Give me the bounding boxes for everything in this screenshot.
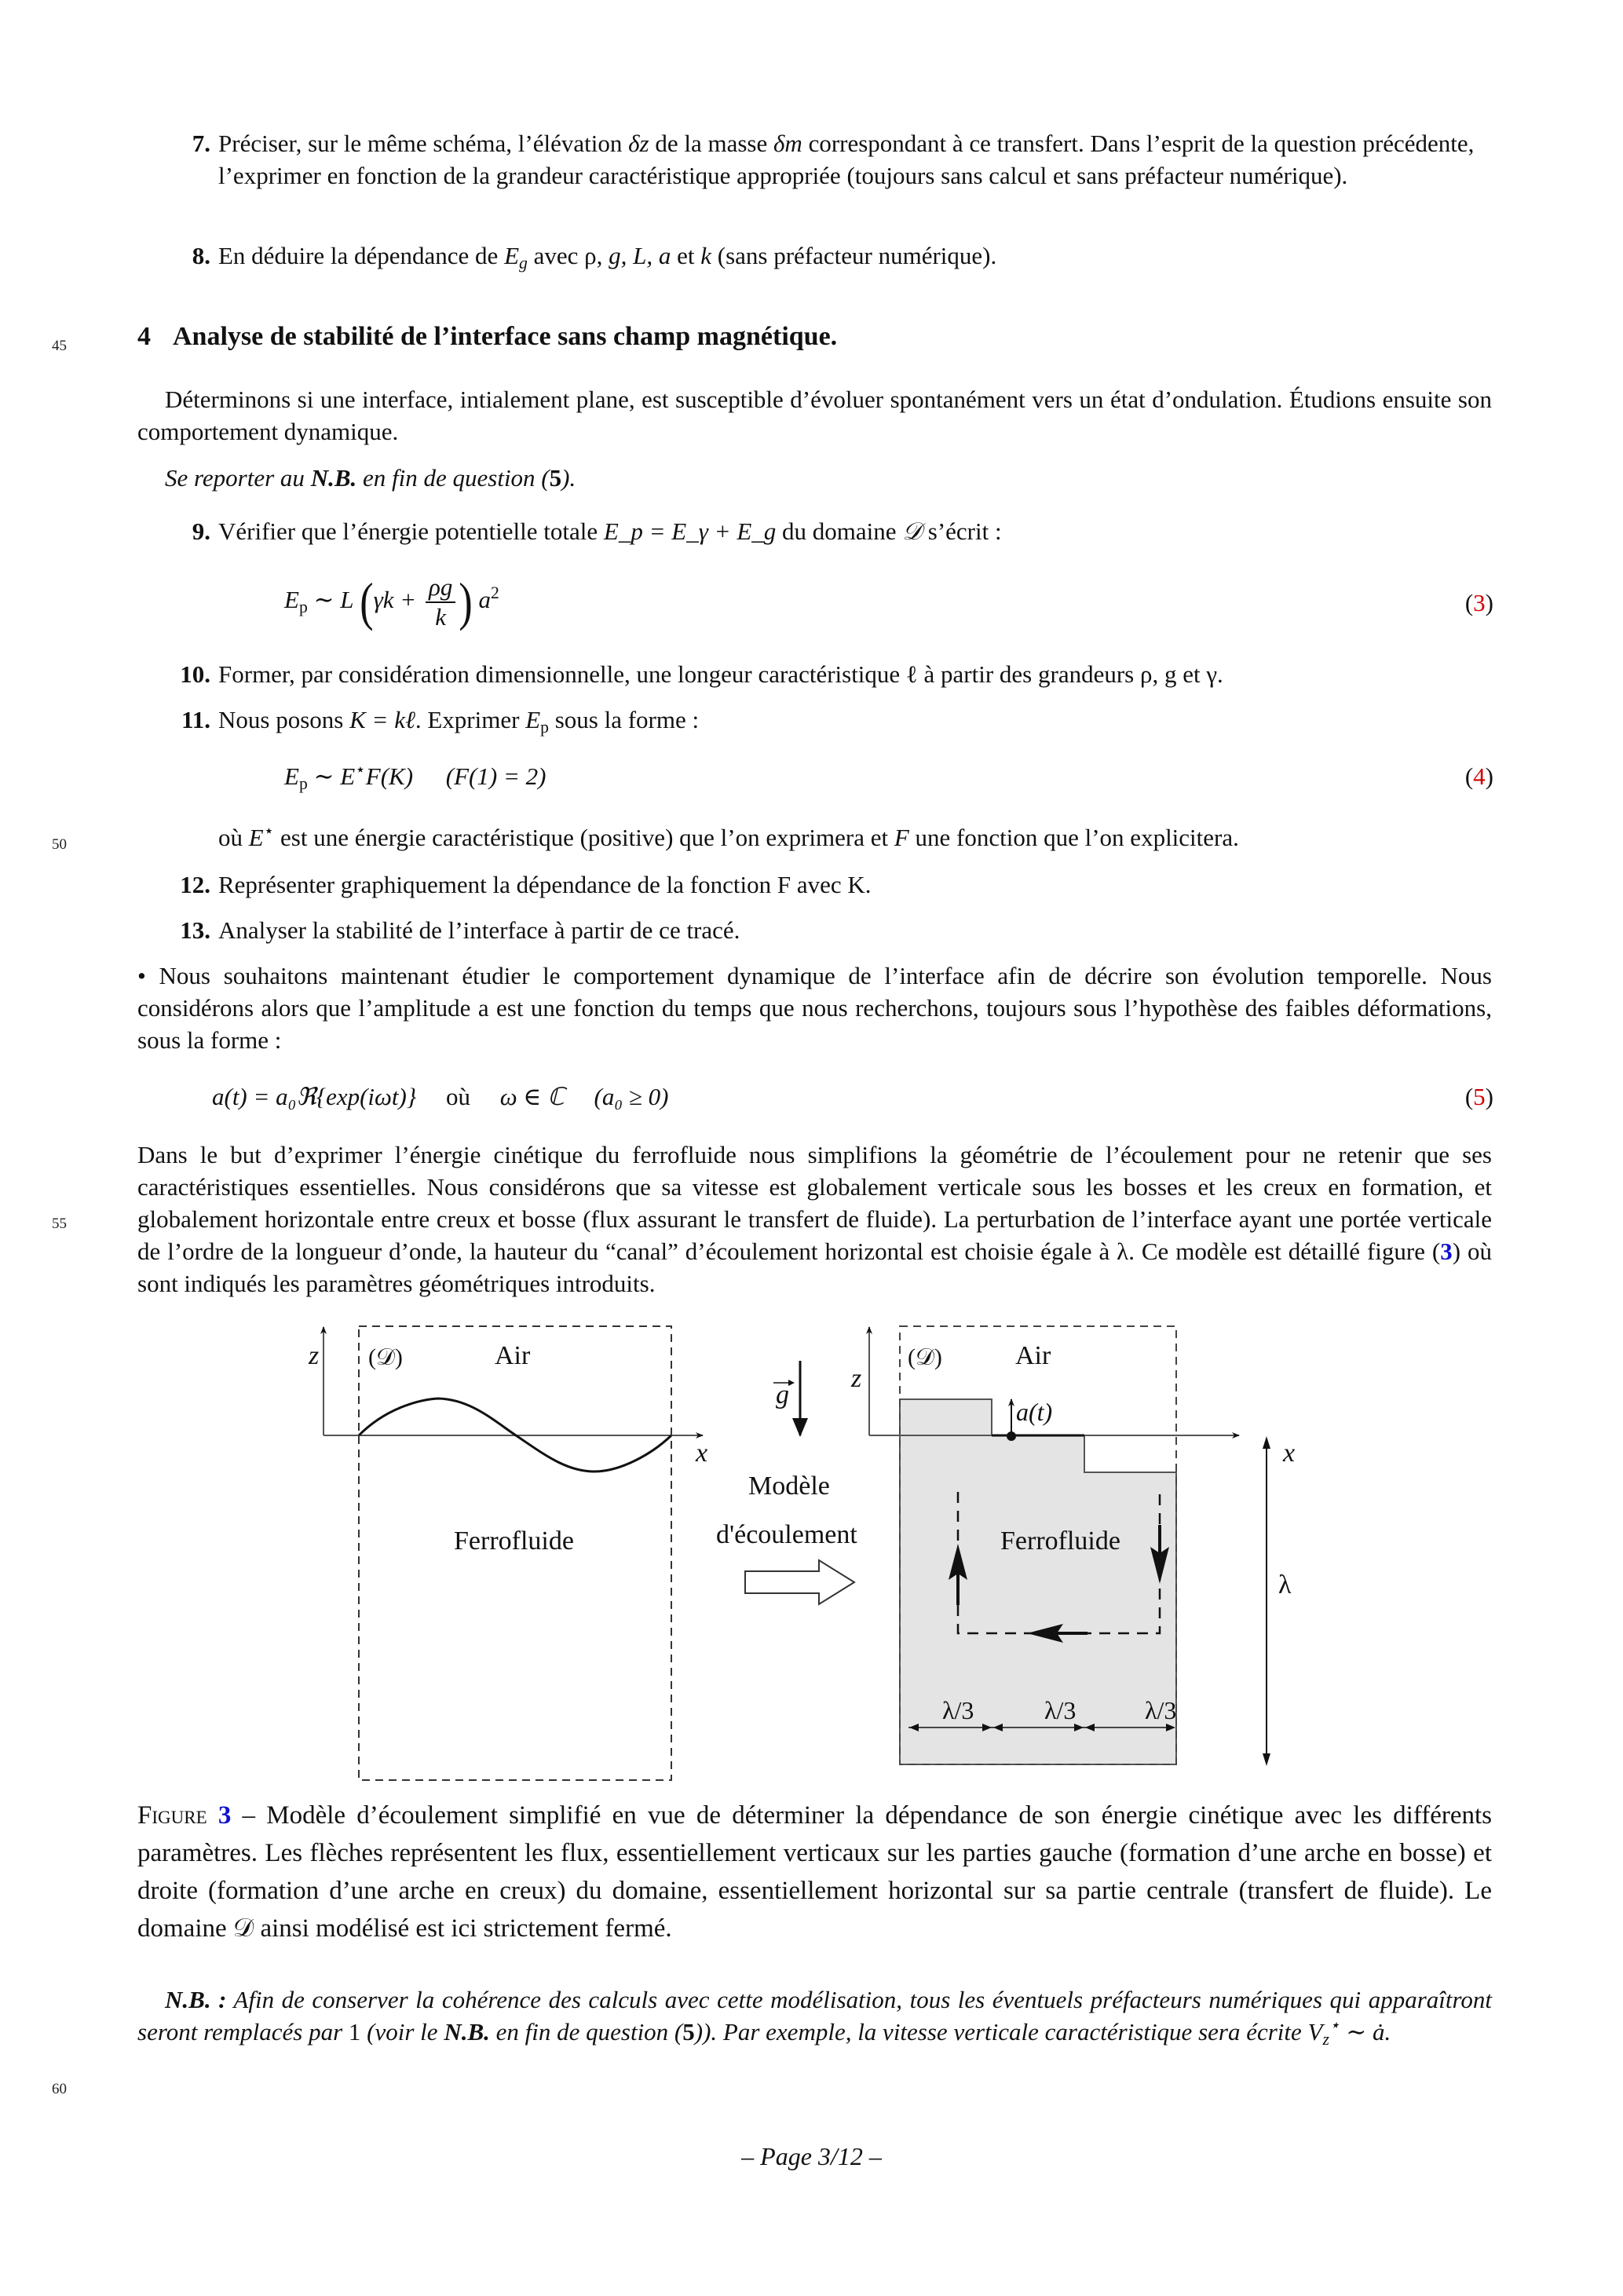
question-7: 7. Préciser, sur le même schéma, l’élévation δz de la masse δm correspondant à ce transfert. Dans l’esprit de la question précédente, l’exprimer en fonction de la grandeur caractéristique appropriée (toujours sans calcul et sans préfacteur numérique). (171, 127, 1537, 192)
right-fluid-label: Ferrofluide (1000, 1526, 1120, 1556)
question-9: 9. Vérifier que l’énergie potentielle totale E_p = E_γ + E_g du domaine 𝒟 s’écrit : (171, 515, 1490, 547)
model-label-line2: d'écoulement (716, 1520, 857, 1549)
equation-label-5: (5) (1464, 1083, 1493, 1110)
figure-caption: Figure 3 – Modèle d’écoulement simplifié en vue de déterminer la dépendance de son énergie cinétique avec les différents paramètres. Les flèches représentent les flux, essentiellement verticaux sur les parties gauche (formation d’une arche en bosse) et droite (formation d’une arche en creux) du domaine, essentiellement horizontal sur sa partie centrale (transfert de fluide). Le domaine 𝒟 ainsi modélisé est ici strictement fermé. (137, 1801, 1492, 1943)
left-fluid-label: Ferrofluide (454, 1526, 574, 1556)
left-air-label: Air (495, 1341, 531, 1370)
gravity-label: g (776, 1380, 789, 1409)
left-domain-label: (𝒟) (368, 1344, 403, 1370)
question-number: 7. (192, 130, 210, 157)
fraction: $\frac{\rho g}{k}$ (426, 573, 455, 631)
equation-3: $E_p$ ∼ L (γk + $\frac{\rho g}{k}$ ) $a^2$ (284, 572, 499, 632)
equation-5: a(t) = a₀ℜ{exp(iωt)} où ω ∈ ℂ (a₀ ≥ 0) (212, 1083, 669, 1110)
question-number: 13. (180, 916, 210, 944)
right-domain-label: (𝒟) (908, 1344, 942, 1370)
intro-paragraph: Déterminons si une interface, intialement plane, est susceptible d’évoluer spontanément vers un état d’ondulation. Étudions ensuite son comportement dynamique. (137, 386, 1492, 445)
page-footer: – Page 3/12 – (741, 2142, 882, 2170)
equation-4-explanation: où E⋆ est une énergie caractéristique (positive) que l’on exprimera et F une fonction que l’on explicitera. (218, 821, 1239, 851)
question-number: 12. (180, 871, 210, 898)
line-number: 45 (52, 338, 67, 354)
figure-link[interactable]: 3 (1440, 1238, 1453, 1265)
height-label: λ (1278, 1570, 1292, 1600)
segment-label-3: λ/3 (1145, 1696, 1177, 1724)
line-number: 50 (52, 836, 67, 853)
amplitude-label: a(t) (1016, 1398, 1053, 1426)
line-number: 60 (52, 2081, 67, 2097)
model-paragraph: Dans le but d’exprimer l’énergie cinétique du ferrofluide nous simplifions la géométrie de l’écoulement pour ne retenir que ses caractéristiques essentielles. Nous considérons que sa vitesse est globalement verticale sous les bosses et les creux en formation, et globalement horizontale entre creux et bosse (flux assurant le transfert de fluide). La perturbation de l’interface ayant une portée verticale de l’ordre de la longueur d’onde, la hauteur du “canal” d’écoulement horizontal est choisie égale à λ. Ce modèle est détaillé figure (3) où sont indiqués les paramètres géométriques introduits. (137, 1141, 1492, 1297)
question-8: 8. En déduire la dépendance de $E_g$ avec ρ, g, L, a et k (sans préfacteur numérique). (171, 239, 1537, 272)
segment-label-2: λ/3 (1044, 1696, 1077, 1724)
right-x-label: x (1283, 1439, 1296, 1468)
fluid-region (900, 1399, 1176, 1764)
question-13: 13. Analyser la stabilité de l’interface à partir de ce tracé. (171, 914, 1490, 946)
question-number: 10. (180, 660, 210, 688)
question-10: 10. Former, par considération dimensionnelle, une longeur caractéristique ℓ à partir des grandeurs ρ, g et γ. (171, 658, 1490, 690)
line-number: 55 (52, 1216, 67, 1232)
dynamic-paragraph: • Nous souhaitons maintenant étudier le comportement dynamique de l’interface afin de décrire son évolution temporelle. Nous considérons alors que l’amplitude a est une fonction du temps que nous recherchons, toujours sous l’hypothèse des faibles déformations, sous la forme : (137, 962, 1492, 1054)
question-number: 11. (181, 706, 210, 733)
equation-label-4: (4) (1464, 762, 1493, 790)
equation-label-3: (3) (1464, 589, 1493, 616)
question-12: 12. Représenter graphiquement la dépendance de la fonction F avec K. (171, 868, 1490, 901)
figure-number-link[interactable]: 3 (217, 1801, 232, 1830)
left-z-label: z (309, 1341, 320, 1370)
equation-4: $E_p$ ∼ E⋆F(K) (F(1) = 2) (284, 760, 546, 793)
model-label-line1: Modèle (748, 1472, 830, 1501)
segment-label-1: λ/3 (942, 1696, 974, 1724)
question-number: 9. (192, 517, 210, 545)
model-transform-arrow (745, 1560, 854, 1604)
intro-note: Se reporter au N.B. en fin de question (5). (165, 464, 576, 492)
question-11: 11. Nous posons K = kℓ. Exprimer $E_p$ sous la forme : (171, 704, 1490, 736)
nb-note: N.B. : Afin de conserver la cohérence des calculs avec cette modélisation, tous les éventuels préfacteurs numériques qui apparaîtront seront remplacés par 1 (voir le N.B. en fin de question (5)). Par exemple, la vitesse verticale caractéristique sera écrite $V_z^⋆$ ∼ ȧ. (137, 1986, 1493, 2049)
right-z-label: z (851, 1364, 862, 1393)
left-x-label: x (696, 1439, 708, 1468)
question-number: 8. (192, 242, 210, 269)
right-air-label: Air (1015, 1341, 1051, 1370)
section-heading: 4 Analyse de stabilité de l’interface sans champ magnétique. (137, 322, 838, 351)
